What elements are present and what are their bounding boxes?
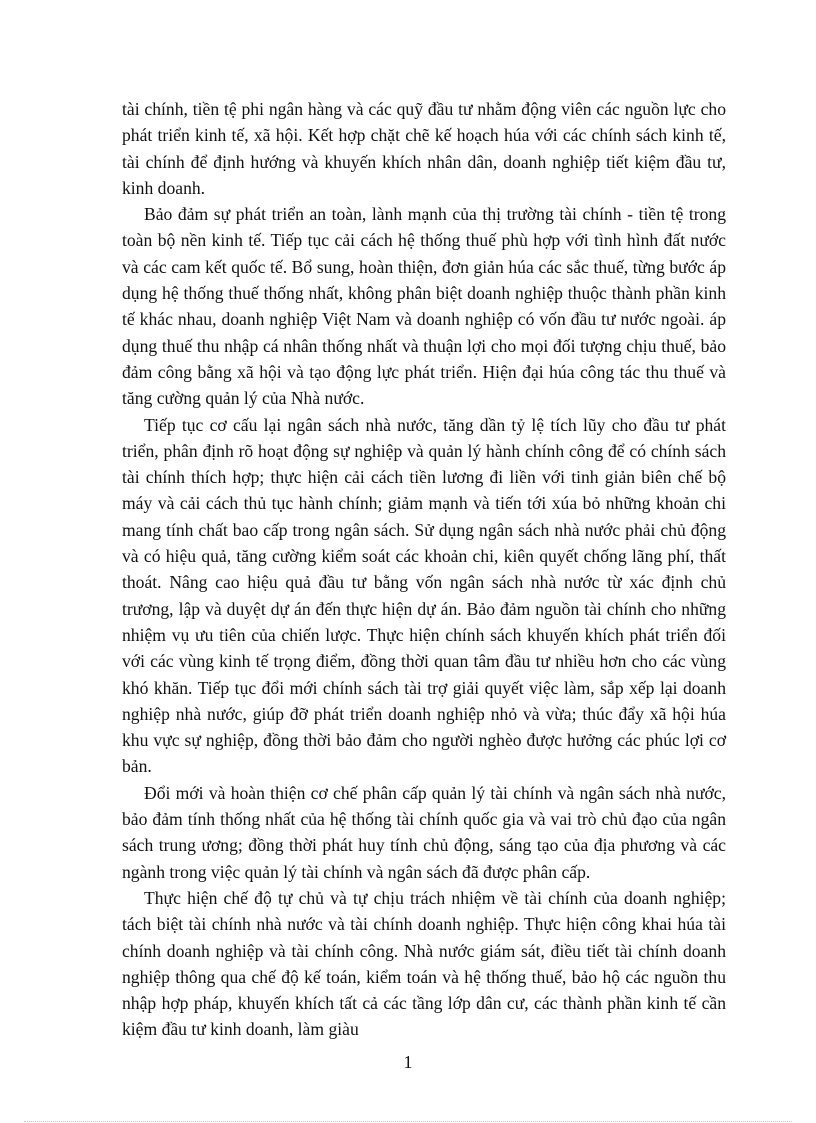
body-text [122,96,726,1043]
page-number: 1 [403,1052,413,1072]
paragraph-3: Tiếp tục cơ cấu lại ngân sách nhà nước, tăng dần tỷ lệ tích lũy cho đầu tư phát triển, phân định rõ hoạt động sự nghiệp và quản lý hành chính công để có chính sách tài chính thích hợp; thực hiện cải cách tiền lương đi liền với tinh giản biên chế bộ máy và cải cách thủ tục hành chính; giảm mạnh và tiến tới xúa bỏ những khoản chi mang tính chất bao cấp trong ngân sách. Sử dụng ngân sách nhà nước phải chủ động và có hiệu quả, tăng cường kiểm soát các khoản chi, kiên quyết chống lãng phí, thất thoát. Nâng cao hiệu quả đầu tư bằng vốn ngân sách nhà nước từ xác định chủ trương, lập và duyệt dự án đến thực hiện dự án. Bảo đảm nguồn tài chính cho những nhiệm vụ ưu tiên của chiến lược. Thực hiện chính sách khuyến khích phát triển đối với các vùng kinh tế trọng điểm, đồng thời quan tâm đầu tư nhiều hơn cho các vùng khó khăn. Tiếp tục đổi mới chính sách tài trợ giải quyết việc làm, sắp xếp lại doanh nghiệp nhà nước, giúp đỡ phát triển doanh nghiệp nhỏ và vừa; thúc đẩy xã hội húa khu vực sự nghiệp, đồng thời bảo đảm cho người nghèo được hưởng các phúc lợi cơ bản. [122,414,726,777]
paragraph-2: Bảo đảm sự phát triển an toàn, lành mạnh của thị trường tài chính - tiền tệ trong toàn bộ nền kinh tế. Tiếp tục cải cách hệ thống thuế phù hợp với tình hình đất nước và các cam kết quốc tế. Bổ sung, hoàn thiện, đơn giản húa các sắc thuế, từng bước áp dụng hệ thống thuế thống nhất, không phân biệt doanh nghiệp thuộc thành phần kinh tế khác nhau, doanh nghiệp Việt Nam và doanh nghiệp có vốn đầu tư nước ngoài. áp dụng thuế thu nhập cá nhân thống nhất và thuận lợi cho mọi đối tượng chịu thuế, bảo đảm công bằng xã hội và tạo động lực phát triển. Hiện đại húa công tác thu thuế và tăng cường quản lý của Nhà nước. [122,204,726,409]
page-break-divider [24,1121,792,1122]
paragraph-4: Đổi mới và hoàn thiện cơ chế phân cấp quản lý tài chính và ngân sách nhà nước, bảo đảm tính thống nhất của hệ thống tài chính quốc gia và vai trò chủ đạo của ngân sách trung ương; đồng thời phát huy tính chủ động, sáng tạo của địa phương và các ngành trong việc quản lý tài chính và ngân sách đã được phân cấp. [122,782,726,882]
paragraph-5: Thực hiện chế độ tự chủ và tự chịu trách nhiệm về tài chính của doanh nghiệp; tách biệt tài chính nhà nước và tài chính doanh nghiệp. Thực hiện công khai húa tài chính doanh nghiệp và tài chính công. Nhà nước giám sát, điều tiết tài chính doanh nghiệp thông qua chế độ kế toán, kiểm toán và hệ thống thuế, bảo hộ các nguồn thu nhập hợp pháp, khuyến khích tất cả các tầng lớp dân cư, các thành phần kinh tế cần kiệm đầu tư kinh doanh, làm giàu [122,887,726,1040]
paragraph-1: tài chính, tiền tệ phi ngân hàng và các quỹ đầu tư nhằm động viên các nguồn lực cho phát triển kinh tế, xã hội. Kết hợp chặt chẽ kế hoạch húa với các chính sách kinh tế, tài chính để định hướng và khuyến khích nhân dân, doanh nghiệp tiết kiệm đầu tư, kinh doanh. [122,99,726,198]
